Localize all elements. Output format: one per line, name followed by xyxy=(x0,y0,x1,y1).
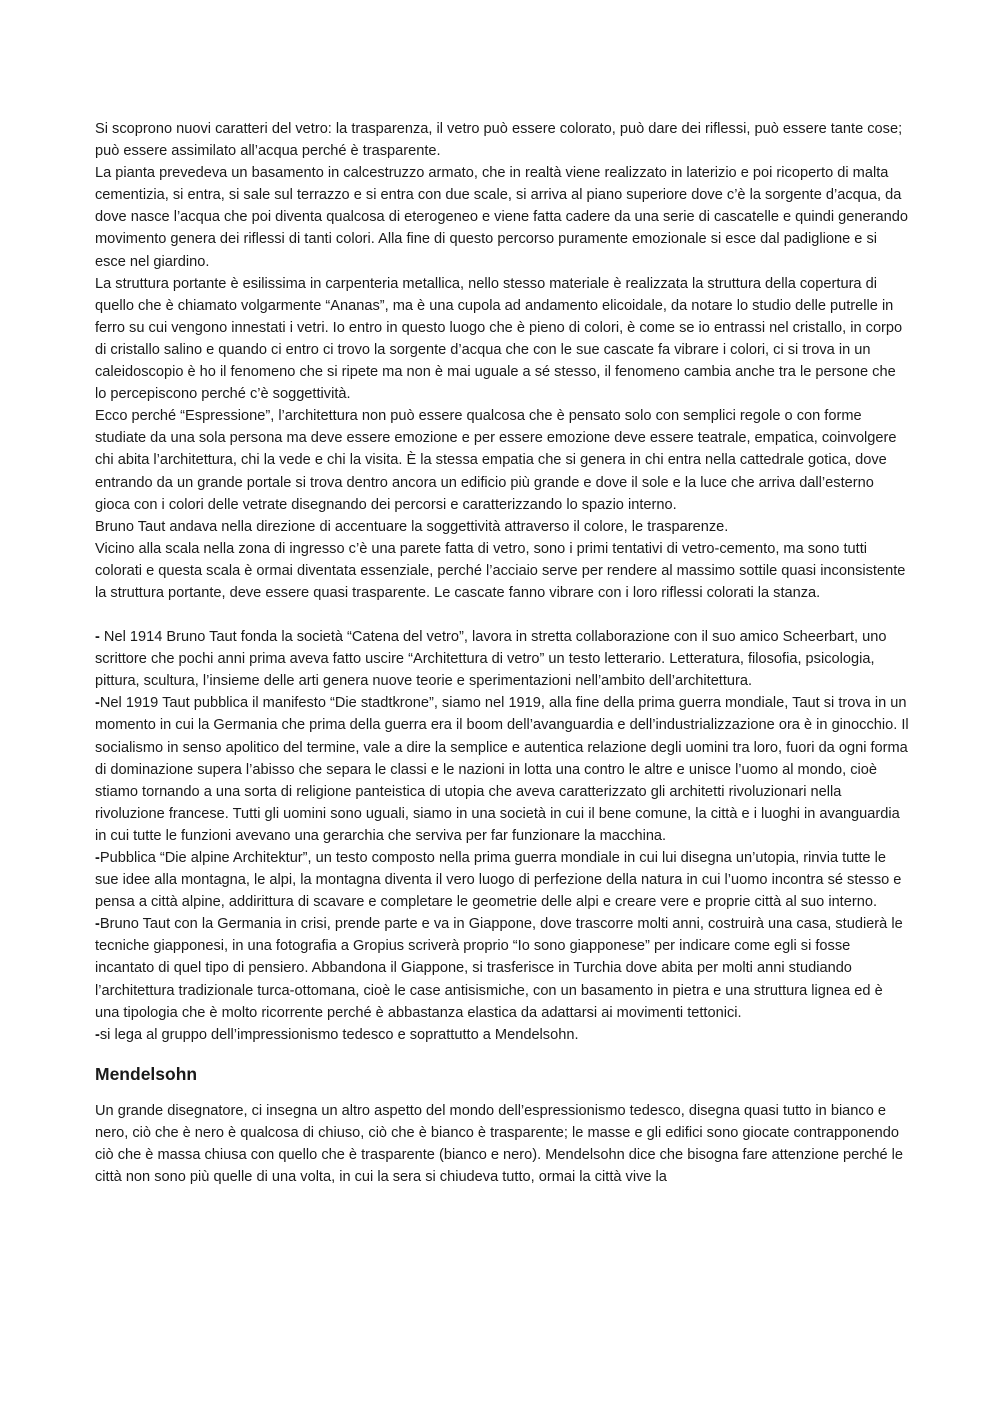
list-item-text: si lega al gruppo dell’impressionismo tedesco e soprattutto a Mendelsohn. xyxy=(99,1026,579,1043)
list-dash: - xyxy=(95,1026,100,1043)
list-item xyxy=(95,1024,910,1046)
list-dash: - xyxy=(95,629,104,646)
list-item-text: Nel 1914 Bruno Taut fonda la società “Catena del vetro”, lavora in stretta collaborazione con il suo amico Scheerbart, uno scrittore che pochi anni prima aveva fatto uscire “Architettura di vetro” un testo letterario. Letteratura, filosofia, psicologia, pittura, scultura, l’insieme delle arti genera nuove teorie e sperimentazioni nell’ambito dell’architettura. xyxy=(95,629,887,690)
paragraph-staircase: Vicino alla scala nella zona di ingresso c’è una parete fatta di vetro, sono i primi tentativi di vetro-cemento, ma sono tutti colorati e questa scala è ormai diventata essenziale, perché l’acciaio serve per rendere al massimo sottile quasi inconsistente la struttura portante, deve essere quasi trasparente. Le cascate fanno vibrare con i loro riflessi colorati la stanza. xyxy=(95,540,906,601)
paragraph-plan: La pianta prevedeva un basamento in calcestruzzo armato, che in realtà viene realizzato in laterizio e poi ricoperto di malta cementizia, si entra, si sale sul terrazzo e si entra con due scale, si arriva al piano superiore dove c’è la sorgente d’acqua, da dove nasce l’acqua che poi diventa qualcosa di eterogeneo e viene fatta cadere da una serie di cascatelle e quindi generando movimento genera dei riflessi di tanti colori. Alla fine di questo percorso puramente emozionale si esce dal padiglione e si esce nel giardino. xyxy=(95,165,908,270)
list-item xyxy=(95,913,910,1023)
list-dash: - xyxy=(95,695,100,712)
document-page xyxy=(95,118,910,1188)
list-item xyxy=(95,626,910,692)
list-item-text: Bruno Taut con la Germania in crisi, prende parte e va in Giappone, dove trascorre molti anni, costruirà una casa, studierà le tecniche giapponesi, in una fotografia a Gropius scriverà proprio “Io sono giapponese” per indicare come egli si fosse incantato di quel tipo di pensiero. Abbandona il Giappone, si trasferisce in Turchia dove abita per molti anni studiando l’architettura tradizionale turca-ottomana, cioè le case antisismiche, con un basamento in pietra e una struttura lignea ed è una tipologia che è molto ricorrente perché è abbastanza elastica da adattarsi ai movimenti tettonici. xyxy=(95,916,903,1021)
paragraph-expression: Ecco perché “Espressione”, l’architettura non può essere qualcosa che è pensato solo con semplici regole o con forme studiate da una sola persona ma deve essere emozione e per essere emozione deve essere teatrale, empatica, coinvolgere chi abita l’architettura, chi la vede e chi la visita. È la stessa empatia che si genera in chi entra nella cattedrale gotica, dove entrando da un grande portale si trova dentro ancora un edificio più grande e dove il sole e la luce che arriva dall’esterno gioca con i colori delle vetrate disegnando dei percorsi e caratterizzando lo spazio interno. xyxy=(95,408,897,513)
paragraph-taut-subjectivity: Bruno Taut andava nella direzione di accentuare la soggettività attraverso il colore, le trasparenze. xyxy=(95,518,729,535)
paragraph-spacer xyxy=(95,604,910,626)
list-item-text: Pubblica “Die alpine Architektur”, un testo composto nella prima guerra mondiale in cui lui disegna un’utopia, rinvia tutte le sue idee alla montagna, le alpi, la montagna diventa il vero luogo di perfezione della natura in cui l’uomo incontra sé stesso e pensa a città alpine, addirittura di scavare e completare le geometrie delle alpi e creare vere e proprie città al suo interno. xyxy=(95,850,902,911)
paragraph-structure: La struttura portante è esilissima in carpenteria metallica, nello stesso materiale è realizzata la struttura della copertura di quello che è chiamato volgarmente “Ananas”, ma è una cupola ad andamento elicoidale, da notare lo studio delle putrelle in ferro su cui vengono innestati i vetri. Io entro in questo luogo che è pieno di colori, è come se io entrassi nel cristallo, in corpo di cristallo salino e quando ci entro ci trovo la sorgente d’acqua che con le sue cascate fa vibrare i colori, ci si trova in un caleidoscopio è ho il fenomeno che si ripete ma non è mai uguale a sé stesso, il fenomeno cambia anche tra le persone che lo percepiscono perché c’è soggettività. xyxy=(95,275,903,403)
list-dash: - xyxy=(95,916,100,933)
paragraph-mendelsohn: Un grande disegnatore, ci insegna un altro aspetto del mondo dell’espressionismo tedesco, disegna quasi tutto in bianco e nero, ciò che è nero è qualcosa di chiuso, ciò che è bianco è trasparente; le masse e gli edifici sono giocate contrapponendo ciò che è massa chiusa con quello che è trasparente (bianco e nero). Mendelsohn dice che bisogna fare attenzione perché le città non sono più quelle di una volta, in cui la sera si chiudeva tutto, ormai la città vive la xyxy=(95,1102,904,1186)
list-dash: - xyxy=(95,850,100,866)
list-item-text: Nel 1919 Taut pubblica il manifesto “Die stadtkrone”, siamo nel 1919, alla fine della prima guerra mondiale, Taut si trova in un momento in cui la Germania che prima della guerra era il boom dell’avanguardia e dell’industrializzazione ora è in ginocchio. Il socialismo in senso apolitico del termine, vale a dire la semplice e autentica relazione degli uomini tra loro, fuori da ogni forma di dominazione supera l’abisso che separa le classi e le nazioni in lotta una contro le altre e unisce l’uomo al mondo, cioè stiamo tornando a una sorta di religione panteistica di utopia che aveva caratterizzato gli architetti rivoluzionari nella rivoluzione francese. Tutti gli uomini sono uguali, siamo in una società in cui il bene comune, la città e i luoghi in avanguardia in cui tutte le funzioni avevano una gerarchia che serviva per far funzionare la macchina. xyxy=(95,695,909,844)
list-item xyxy=(95,847,910,913)
list-item xyxy=(95,692,910,847)
paragraph-glass-characters: Si scoprono nuovi caratteri del vetro: la trasparenza, il vetro può essere colorato, può dare dei riflessi, può essere tante cose; può essere assimilato all’acqua perché è trasparente. xyxy=(95,121,903,160)
section-heading: Mendelsohn xyxy=(95,1063,198,1084)
